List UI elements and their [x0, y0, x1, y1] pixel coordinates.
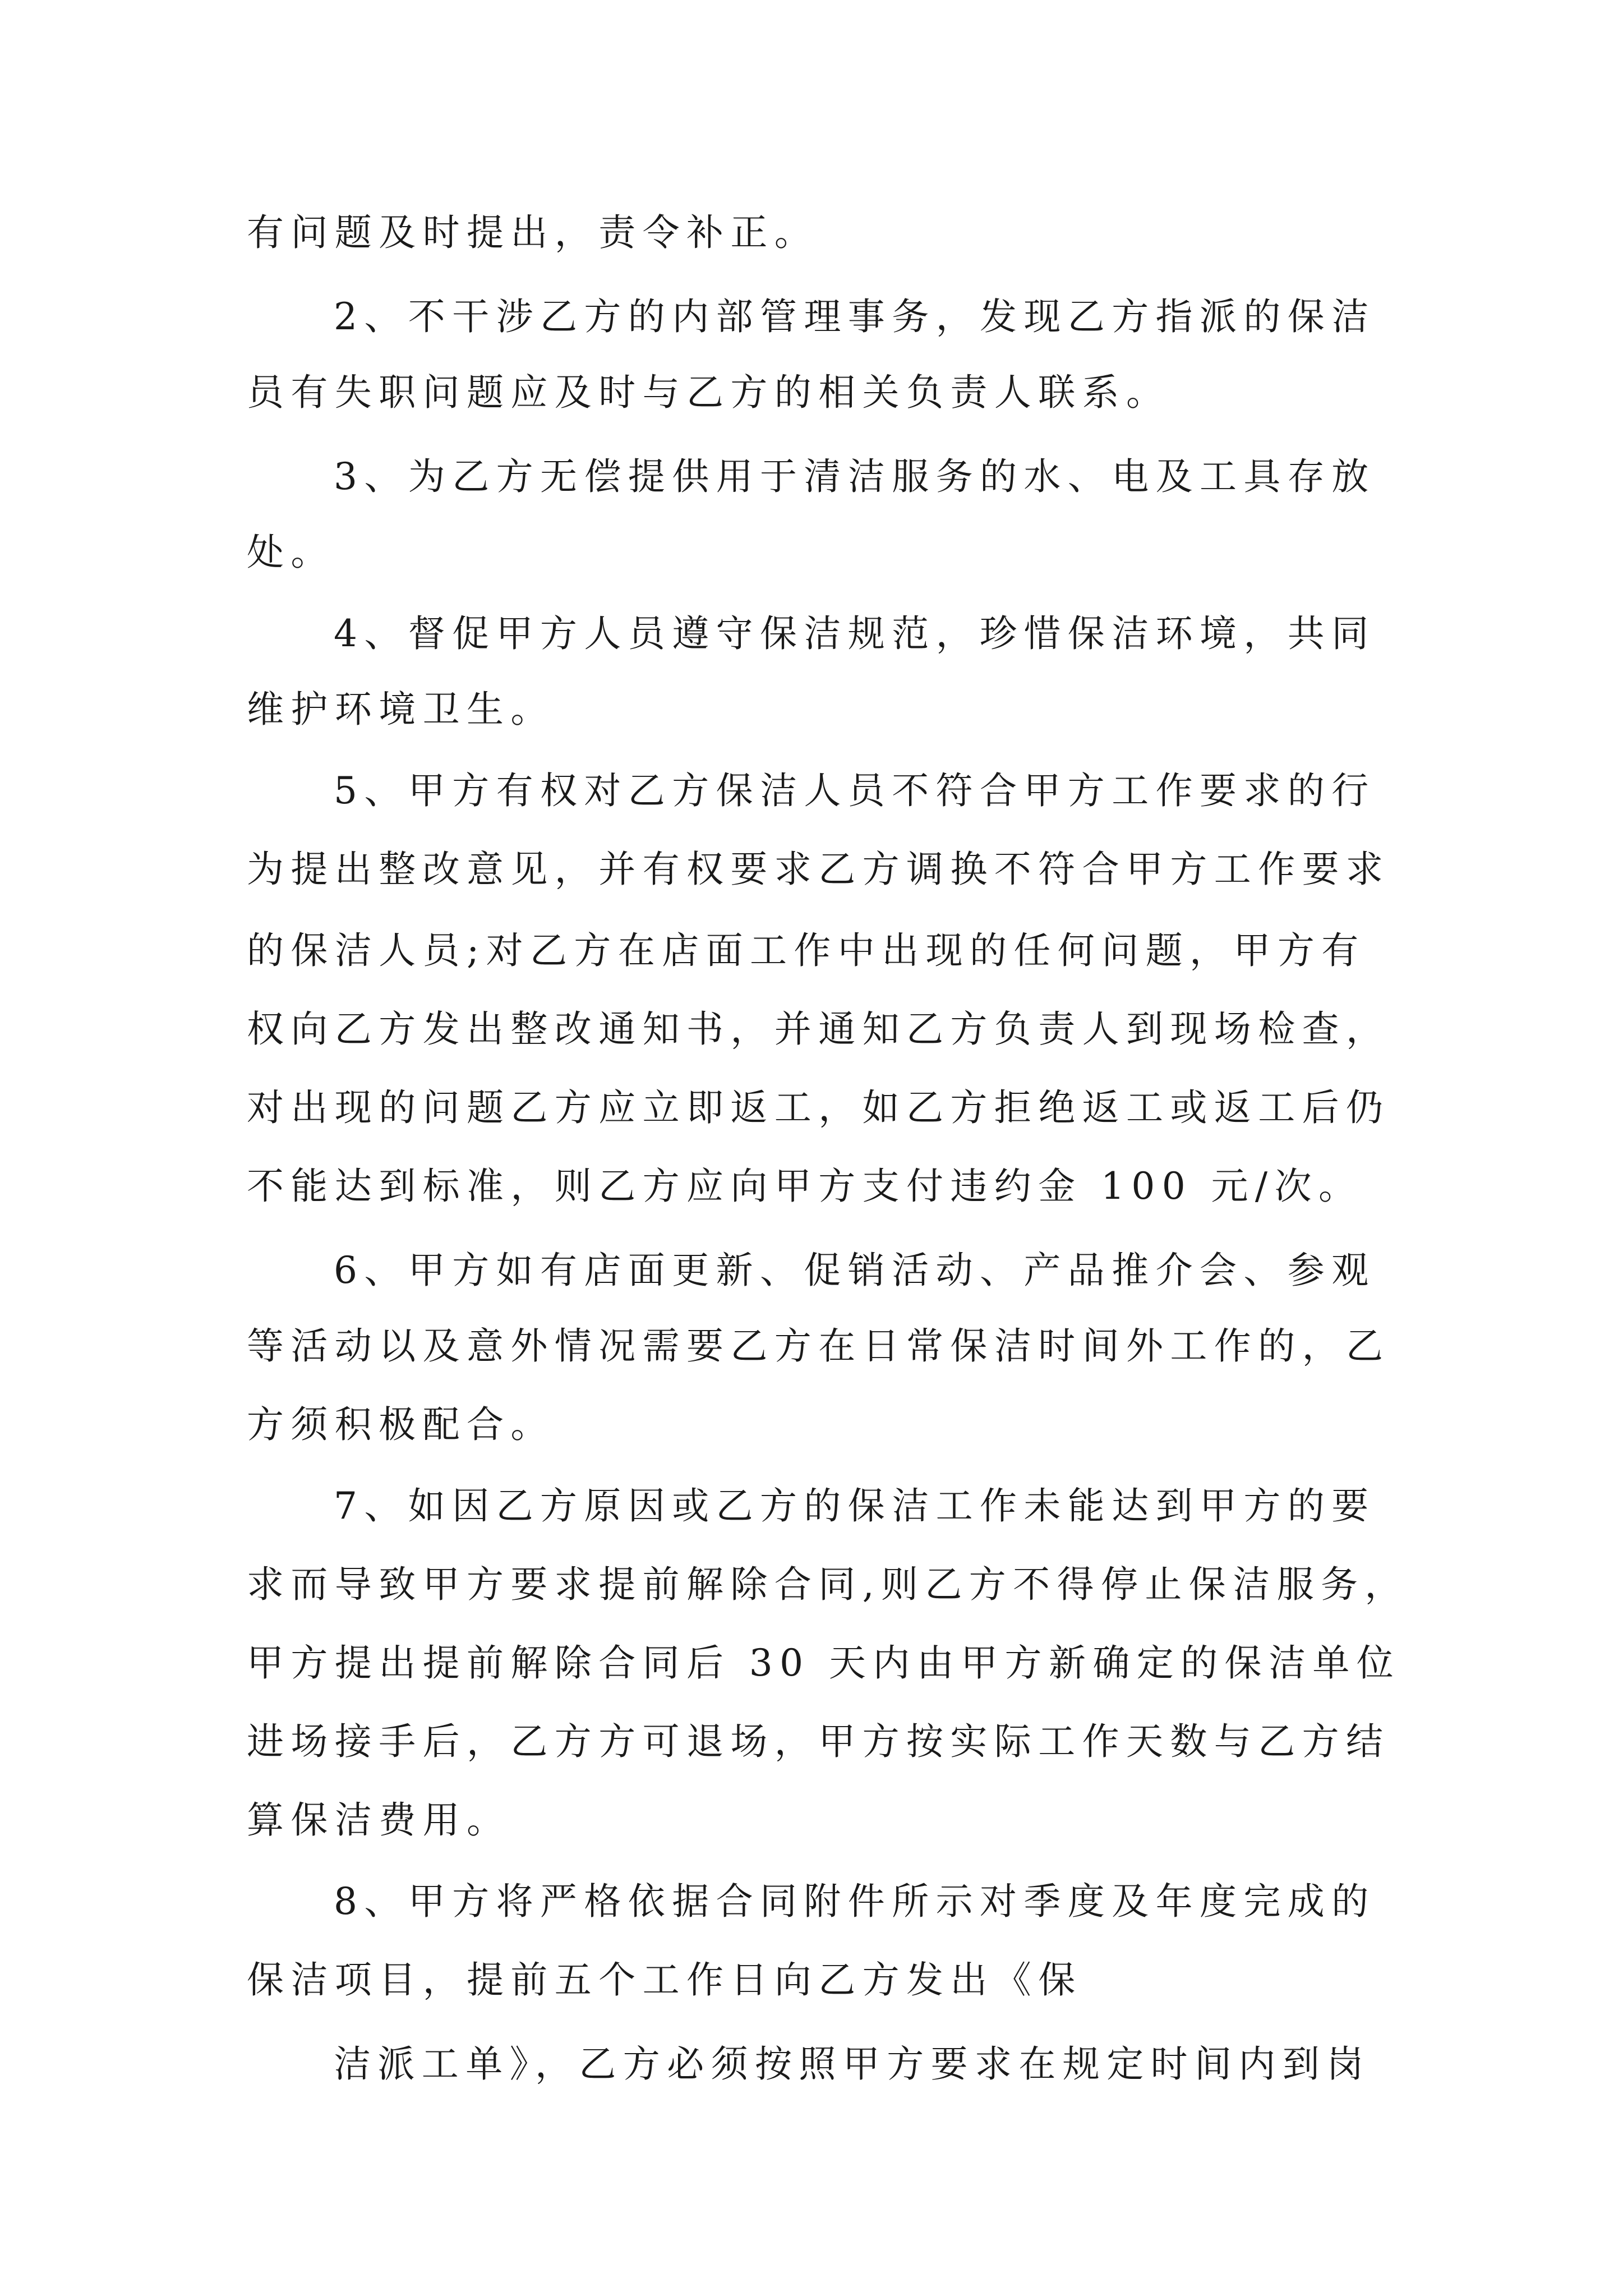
text-line: 有问题及时提出，责令补正。	[247, 211, 819, 254]
text-line: 对出现的问题乙方应立即返工，如乙方拒绝返工或返工后仍	[247, 1086, 1390, 1129]
text-line: 方须积极配合。	[247, 1403, 555, 1446]
text-line: 洁派工单》，乙方必须按照甲方要求在规定时间内到岗	[334, 2042, 1371, 2086]
text-line: 的保洁人员;对乙方在店面工作中出现的任何问题，甲方有	[247, 929, 1366, 972]
text-line: 5、甲方有权对乙方保洁人员不符合甲方工作要求的行	[334, 769, 1376, 812]
text-line: 求而导致甲方要求提前解除合同,则乙方不得停止保洁服务，	[247, 1563, 1409, 1606]
text-line: 员有失职问题应及时与乙方的相关负责人联系。	[247, 371, 1170, 414]
text-line: 保洁项目，提前五个工作日向乙方发出《保	[247, 1958, 1082, 2001]
text-line: 6、甲方如有店面更新、促销活动、产品推介会、参观	[334, 1249, 1376, 1292]
text-line: 3、为乙方无偿提供用于清洁服务的水、电及工具存放	[334, 455, 1376, 498]
text-line: 8、甲方将严格依据合同附件所示对季度及年度完成的	[334, 1880, 1376, 1923]
text-line: 为提出整改意见，并有权要求乙方调换不符合甲方工作要求	[247, 848, 1390, 891]
text-line: 甲方提出提前解除合同后 30 天内由甲方新确定的保洁单位	[247, 1641, 1401, 1685]
text-line: 4、督促甲方人员遵守保洁规范，珍惜保洁环境，共同	[334, 612, 1376, 655]
text-line: 不能达到标准，则乙方应向甲方支付违约金 100 元/次。	[247, 1165, 1363, 1208]
text-line: 7、如因乙方原因或乙方的保洁工作未能达到甲方的要	[334, 1484, 1376, 1527]
text-line: 2、不干涉乙方的内部管理事务，发现乙方指派的保洁	[334, 295, 1376, 338]
text-line: 等活动以及意外情况需要乙方在日常保洁时间外工作的，乙	[247, 1324, 1390, 1368]
text-line: 算保洁费用。	[247, 1798, 511, 1842]
text-line: 权向乙方发出整改通知书，并通知乙方负责人到现场检查，	[247, 1007, 1390, 1051]
text-line: 处。	[247, 531, 335, 574]
text-line: 维护环境卫生。	[247, 688, 555, 731]
text-line: 进场接手后，乙方方可退场，甲方按实际工作天数与乙方结	[247, 1720, 1390, 1763]
